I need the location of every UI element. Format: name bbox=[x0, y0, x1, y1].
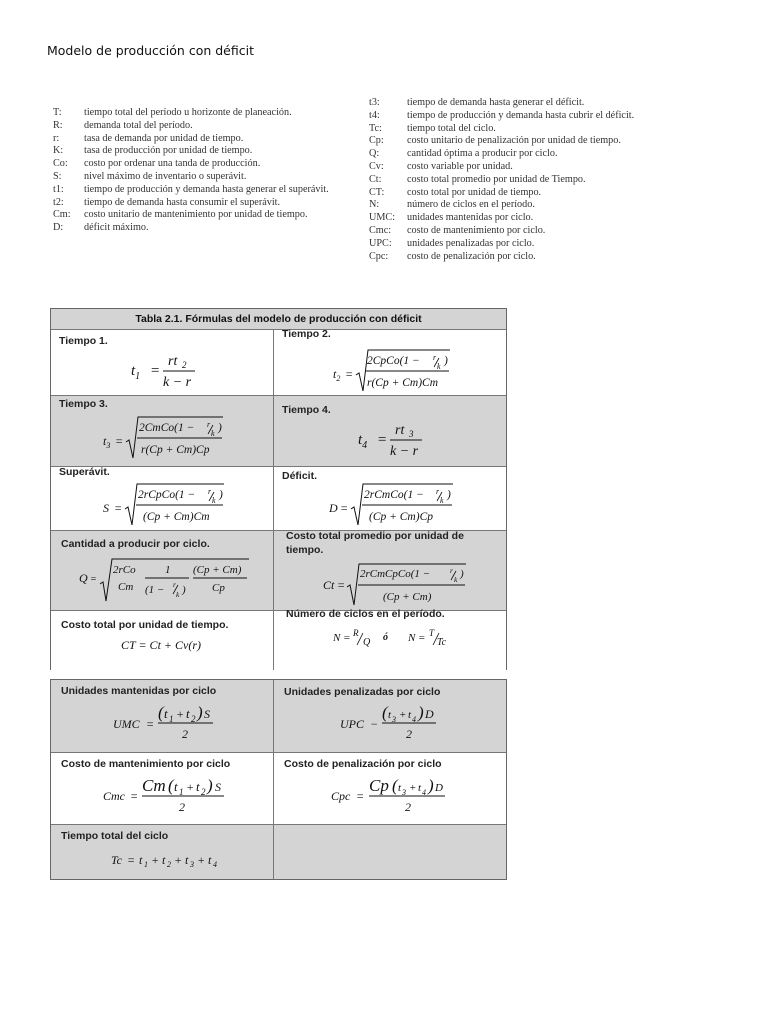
f2-lhs: t bbox=[333, 367, 337, 381]
f11-s2: 2 bbox=[191, 714, 196, 724]
formula-upc bbox=[340, 700, 460, 746]
glossary-abbr: D: bbox=[53, 222, 64, 234]
svg-text:=: = bbox=[377, 432, 388, 448]
f14-s4: 4 bbox=[422, 788, 426, 797]
svg-text:=: = bbox=[146, 717, 155, 731]
svg-text:): ) bbox=[197, 703, 203, 722]
f5-lhs: S bbox=[103, 501, 109, 515]
f14-t3: t bbox=[398, 782, 402, 794]
glossary-abbr: UPC: bbox=[369, 237, 392, 249]
glossary-abbr: N: bbox=[369, 199, 380, 211]
glossary-abbr: Tc: bbox=[369, 122, 382, 134]
f5-num: 2rCpCo(1 − bbox=[138, 489, 196, 501]
svg-text:+: + bbox=[399, 709, 407, 721]
f11-lhs: UMC bbox=[113, 717, 140, 731]
svg-text:=: = bbox=[127, 853, 136, 867]
glossary-desc: tiempo de demanda hasta consumir el superávit. bbox=[84, 196, 281, 208]
f7-b-den-close: ) bbox=[182, 584, 186, 596]
f12-s3: 3 bbox=[392, 715, 396, 724]
f7-c-num: (Cp + Cm) bbox=[193, 564, 242, 576]
f7-a-num: 2rCo bbox=[113, 564, 136, 576]
caption-tiempo-4: Tiempo 4. bbox=[282, 404, 331, 416]
caption-cmc: Costo de mantenimiento por ciclo bbox=[61, 758, 231, 770]
glossary-row bbox=[369, 123, 634, 136]
glossary-row bbox=[369, 148, 634, 161]
f5-r: r bbox=[208, 487, 212, 496]
svg-text:t4 bbox=[358, 432, 367, 451]
svg-text:(: ( bbox=[158, 703, 164, 722]
f12-var: D bbox=[425, 707, 434, 721]
caption-cpc: Costo de penalización por ciclo bbox=[284, 758, 442, 770]
glossary-desc: costo unitario de mantenimiento por unidad de tiempo. bbox=[84, 209, 308, 221]
glossary-desc: tiempo total del ciclo. bbox=[407, 122, 496, 134]
svg-text:+: + bbox=[186, 780, 195, 794]
svg-text:): ) bbox=[418, 703, 424, 722]
glossary-row bbox=[53, 158, 329, 171]
f7-lhs: Q bbox=[79, 571, 88, 585]
glossary-abbr: t2: bbox=[53, 196, 64, 208]
svg-text:=: = bbox=[150, 363, 161, 379]
f8-r: r bbox=[450, 566, 453, 575]
f1-sub: 1 bbox=[135, 371, 141, 382]
formula-superavit bbox=[103, 479, 273, 529]
caption-costo-total: Costo total por unidad de tiempo. bbox=[61, 619, 229, 631]
f2-sub: 2 bbox=[336, 374, 341, 383]
f13-lhs: Cmc bbox=[103, 789, 125, 803]
f6-num: 2rCmCo(1 − bbox=[364, 489, 424, 501]
f4-num: rt bbox=[395, 423, 405, 438]
formula-table-1 bbox=[50, 308, 507, 670]
svg-text:t2 bbox=[333, 367, 340, 383]
f6-lhs: D bbox=[329, 501, 338, 515]
glossary-desc: costo de mantenimiento por ciclo. bbox=[407, 224, 546, 236]
f2-k: k bbox=[437, 362, 441, 371]
f15-t1: t bbox=[139, 853, 143, 867]
glossary-row bbox=[369, 199, 634, 212]
f8-num: 2rCmCpCo(1 − bbox=[360, 568, 431, 580]
page-title: Modelo de producción con déficit bbox=[47, 43, 254, 58]
f15-t4: t bbox=[208, 853, 212, 867]
svg-text:): ) bbox=[428, 776, 434, 795]
f4-lhs: t bbox=[358, 432, 363, 448]
glossary-row bbox=[53, 209, 329, 222]
f4-num-sub: 3 bbox=[409, 429, 414, 439]
f3-lhs: t bbox=[103, 434, 107, 448]
glossary-abbr: t1: bbox=[53, 183, 64, 195]
glossary-row bbox=[369, 110, 634, 123]
svg-text:t1 bbox=[131, 363, 140, 382]
glossary-abbr: UMC: bbox=[369, 212, 396, 224]
svg-text:=: = bbox=[343, 632, 351, 644]
svg-text:=: = bbox=[340, 501, 349, 515]
caption-upc: Unidades penalizadas por ciclo bbox=[284, 686, 441, 698]
f6-den: (Cp + Cm)Cp bbox=[369, 511, 433, 523]
svg-text:−: − bbox=[370, 717, 379, 731]
f11-s1: 1 bbox=[169, 714, 174, 724]
glossary-desc: tiempo de demanda hasta generar el déficit. bbox=[407, 97, 585, 108]
glossary-row bbox=[369, 135, 634, 148]
formula-q bbox=[79, 554, 274, 606]
f15-lhs: Tc bbox=[111, 853, 122, 867]
glossary-desc: tasa de producción por unidad de tiempo. bbox=[84, 145, 253, 157]
glossary-abbr: Cv: bbox=[369, 160, 384, 172]
f13-coef: Cm bbox=[142, 776, 166, 795]
f5-den: (Cp + Cm)Cm bbox=[143, 511, 210, 523]
svg-text:=: = bbox=[90, 574, 97, 585]
f11-t2: t bbox=[186, 706, 190, 721]
f3-num: 2CmCo(1 − bbox=[139, 422, 195, 434]
glossary-desc: unidades mantenidas por ciclo. bbox=[407, 212, 534, 224]
glossary-abbr: t4: bbox=[369, 109, 380, 121]
glossary-row bbox=[53, 171, 329, 184]
f14-s3: 3 bbox=[402, 788, 406, 797]
glossary-desc: costo total por unidad de tiempo. bbox=[407, 186, 542, 198]
caption-deficit: Déficit. bbox=[282, 470, 318, 482]
glossary-row bbox=[369, 187, 634, 200]
glossary-desc: tasa de demanda por unidad de tiempo. bbox=[84, 132, 244, 144]
f2-num: 2CpCo(1 − bbox=[367, 355, 420, 367]
svg-text:=: = bbox=[418, 632, 426, 644]
caption-tiempo-2: Tiempo 2. bbox=[282, 328, 331, 340]
formula-tc bbox=[111, 848, 241, 874]
glossary-desc: número de ciclos en el período. bbox=[407, 199, 535, 211]
formula-table-2 bbox=[50, 679, 507, 880]
glossary-desc: cantidad óptima a producir por ciclo. bbox=[407, 148, 558, 160]
glossary-desc: nivel máximo de inventario o superávit. bbox=[84, 170, 247, 182]
f4-sub: 4 bbox=[362, 440, 368, 451]
formula-cpc bbox=[331, 774, 461, 820]
glossary-abbr: Cm: bbox=[53, 209, 71, 221]
glossary-abbr: CT: bbox=[369, 186, 385, 198]
glossary-abbr: Q: bbox=[369, 148, 380, 160]
glossary-left bbox=[53, 107, 329, 235]
glossary-abbr: Co: bbox=[53, 158, 68, 170]
svg-text:): ) bbox=[207, 776, 213, 795]
f11-var: S bbox=[204, 707, 210, 721]
svg-text:(: ( bbox=[392, 776, 398, 795]
svg-text:=: = bbox=[345, 367, 354, 381]
f11-den: 2 bbox=[182, 727, 188, 741]
f15-s2: 2 bbox=[167, 860, 171, 869]
glossary-abbr: Ct: bbox=[369, 173, 382, 185]
glossary-row bbox=[53, 133, 329, 146]
f10-or: ó bbox=[383, 632, 388, 643]
caption-tc: Tiempo total del ciclo bbox=[61, 830, 169, 842]
glossary-row bbox=[369, 225, 634, 238]
svg-text:t3 bbox=[103, 434, 110, 450]
formula-umc bbox=[113, 700, 233, 746]
caption-tiempo-3: Tiempo 3. bbox=[59, 398, 108, 410]
f6-k: k bbox=[440, 496, 444, 505]
formula-t4 bbox=[358, 418, 438, 460]
glossary-row bbox=[53, 222, 329, 235]
f13-t1: t bbox=[174, 779, 178, 794]
glossary-abbr: Cpc: bbox=[369, 250, 389, 262]
glossary-abbr: S: bbox=[53, 170, 62, 182]
f8-lhs: Ct bbox=[323, 578, 335, 592]
f3-sub: 3 bbox=[106, 441, 111, 450]
glossary-desc: unidades penalizadas por ciclo. bbox=[407, 237, 535, 249]
caption-umc: Unidades mantenidas por ciclo bbox=[61, 685, 217, 697]
f11-t1: t bbox=[164, 706, 168, 721]
f10-n2: N bbox=[408, 632, 416, 644]
f14-t4: t bbox=[418, 782, 422, 794]
caption-cantidad: Cantidad a producir por ciclo. bbox=[61, 538, 210, 550]
caption-superavit: Superávit. bbox=[59, 466, 110, 478]
svg-text:+: + bbox=[176, 707, 185, 721]
glossary-abbr: Cmc: bbox=[369, 224, 392, 236]
f7-c-den: Cp bbox=[212, 582, 225, 594]
glossary-row bbox=[53, 197, 329, 210]
glossary-right bbox=[369, 97, 634, 263]
f14-den: 2 bbox=[405, 800, 411, 814]
caption-costo-promedio: Costo total promedio por unidad de tiempo. bbox=[286, 530, 464, 556]
f3-r: r bbox=[207, 420, 211, 429]
formula-t3 bbox=[103, 412, 273, 462]
glossary-desc: costo por ordenar una tanda de producción. bbox=[84, 158, 261, 170]
glossary-desc: tiempo de producción y demanda hasta generar el superávit. bbox=[84, 183, 329, 195]
f7-b-num: 1 bbox=[165, 564, 171, 576]
f3-k: k bbox=[211, 429, 215, 438]
glossary-row bbox=[53, 107, 329, 120]
glossary-row bbox=[369, 238, 634, 251]
f15-s4: 4 bbox=[213, 860, 217, 869]
caption-tiempo-1: Tiempo 1. bbox=[59, 335, 108, 347]
glossary-abbr: t3: bbox=[369, 97, 380, 108]
f12-t4: t bbox=[408, 709, 412, 721]
f5-close: ) bbox=[219, 489, 223, 501]
f12-lhs: UPC bbox=[340, 717, 364, 731]
f10-Q: Q bbox=[363, 637, 371, 648]
glossary-row bbox=[53, 184, 329, 197]
svg-text:=: = bbox=[114, 501, 123, 515]
f6-close: ) bbox=[447, 489, 451, 501]
f13-s2: 2 bbox=[201, 787, 206, 797]
caption-numero-ciclos: Número de ciclos en el período. bbox=[286, 608, 445, 620]
f7-k: k bbox=[176, 590, 180, 599]
f12-den: 2 bbox=[406, 727, 412, 741]
f15-s3: 3 bbox=[190, 860, 194, 869]
glossary-row bbox=[369, 174, 634, 187]
f1-lhs: t bbox=[131, 363, 136, 379]
f15-t2: t bbox=[162, 853, 166, 867]
f13-t2: t bbox=[196, 779, 200, 794]
f8-close: ) bbox=[460, 568, 464, 580]
table-1-header: Tabla 2.1. Fórmulas del modelo de producción con déficit bbox=[51, 309, 506, 329]
f1-den: k − r bbox=[163, 375, 192, 390]
f6-r: r bbox=[436, 487, 440, 496]
f12-s4: 4 bbox=[412, 715, 416, 724]
f2-r: r bbox=[433, 353, 437, 362]
f12-t3: t bbox=[388, 709, 392, 721]
f2-close: ) bbox=[444, 355, 448, 367]
svg-text:=: = bbox=[130, 789, 139, 803]
f14-coef: Cp bbox=[369, 776, 389, 795]
f10-T: T bbox=[429, 628, 435, 638]
glossary-abbr: R: bbox=[53, 119, 63, 131]
glossary-abbr: r: bbox=[53, 132, 60, 144]
f14-var: D bbox=[435, 782, 443, 794]
f10-R: R bbox=[353, 628, 359, 638]
f13-s1: 1 bbox=[179, 787, 184, 797]
glossary-desc: tiempo total del período u horizonte de planeación. bbox=[84, 107, 292, 118]
svg-text:+: + bbox=[409, 782, 417, 794]
f15-t3: t bbox=[185, 853, 189, 867]
glossary-row bbox=[369, 251, 634, 264]
row-3-empty bbox=[273, 824, 506, 879]
formula-cmc bbox=[103, 774, 233, 820]
glossary-desc: costo total promedio por unidad de Tiempo. bbox=[407, 173, 586, 185]
glossary-desc: costo unitario de penalización por unidad de tiempo. bbox=[407, 135, 621, 147]
f8-den: (Cp + Cm) bbox=[383, 591, 432, 603]
svg-text:+: + bbox=[174, 853, 183, 867]
glossary-abbr: K: bbox=[53, 145, 64, 157]
svg-text:(: ( bbox=[382, 703, 388, 722]
formula-t1 bbox=[131, 349, 211, 391]
glossary-row bbox=[369, 161, 634, 174]
glossary-row bbox=[53, 145, 329, 158]
f1-num-sub: 2 bbox=[182, 360, 187, 370]
glossary-row bbox=[369, 212, 634, 225]
column-divider bbox=[273, 680, 274, 879]
f8-k: k bbox=[454, 575, 458, 584]
glossary-desc: costo variable por unidad. bbox=[407, 160, 513, 172]
f1-num: rt bbox=[168, 354, 178, 369]
f7-r: r bbox=[173, 580, 176, 589]
glossary-abbr: Cp: bbox=[369, 135, 384, 147]
f14-lhs: Cpc bbox=[331, 789, 351, 803]
glossary-desc: déficit máximo. bbox=[84, 222, 149, 234]
glossary-desc: tiempo de producción y demanda hasta cubrir el déficit. bbox=[407, 109, 635, 121]
formula-t2 bbox=[333, 345, 503, 395]
f3-den: r(Cp + Cm)Cp bbox=[141, 444, 210, 456]
f15-s1: 1 bbox=[144, 860, 148, 869]
f10-Tc: Tc bbox=[437, 637, 447, 648]
f13-den: 2 bbox=[179, 800, 185, 814]
column-divider bbox=[273, 329, 274, 670]
f4-den: k − r bbox=[390, 444, 419, 459]
f7-a-den: Cm bbox=[118, 581, 134, 593]
formula-ct-promedio bbox=[323, 559, 503, 609]
formula-ct: CT = Ct + Cv(r) bbox=[121, 638, 201, 652]
f3-close: ) bbox=[218, 422, 222, 434]
svg-text:(: ( bbox=[168, 776, 174, 795]
f2-den: r(Cp + Cm)Cm bbox=[367, 377, 439, 389]
glossary-row bbox=[53, 120, 329, 133]
svg-text:=: = bbox=[337, 578, 346, 592]
f13-var: S bbox=[215, 780, 221, 794]
svg-text:+: + bbox=[151, 853, 160, 867]
formula-n bbox=[333, 623, 463, 653]
formula-deficit bbox=[329, 479, 504, 529]
f7-b-den-open: (1 − bbox=[145, 584, 165, 596]
f10-n1: N bbox=[333, 632, 341, 644]
svg-text:=: = bbox=[356, 789, 365, 803]
glossary-row bbox=[369, 97, 634, 110]
svg-text:=: = bbox=[115, 434, 124, 448]
f5-k: k bbox=[212, 496, 216, 505]
glossary-desc: costo de penalización por ciclo. bbox=[407, 250, 536, 262]
svg-text:+: + bbox=[197, 853, 206, 867]
glossary-abbr: T: bbox=[53, 107, 62, 118]
glossary-desc: demanda total del período. bbox=[84, 119, 193, 131]
